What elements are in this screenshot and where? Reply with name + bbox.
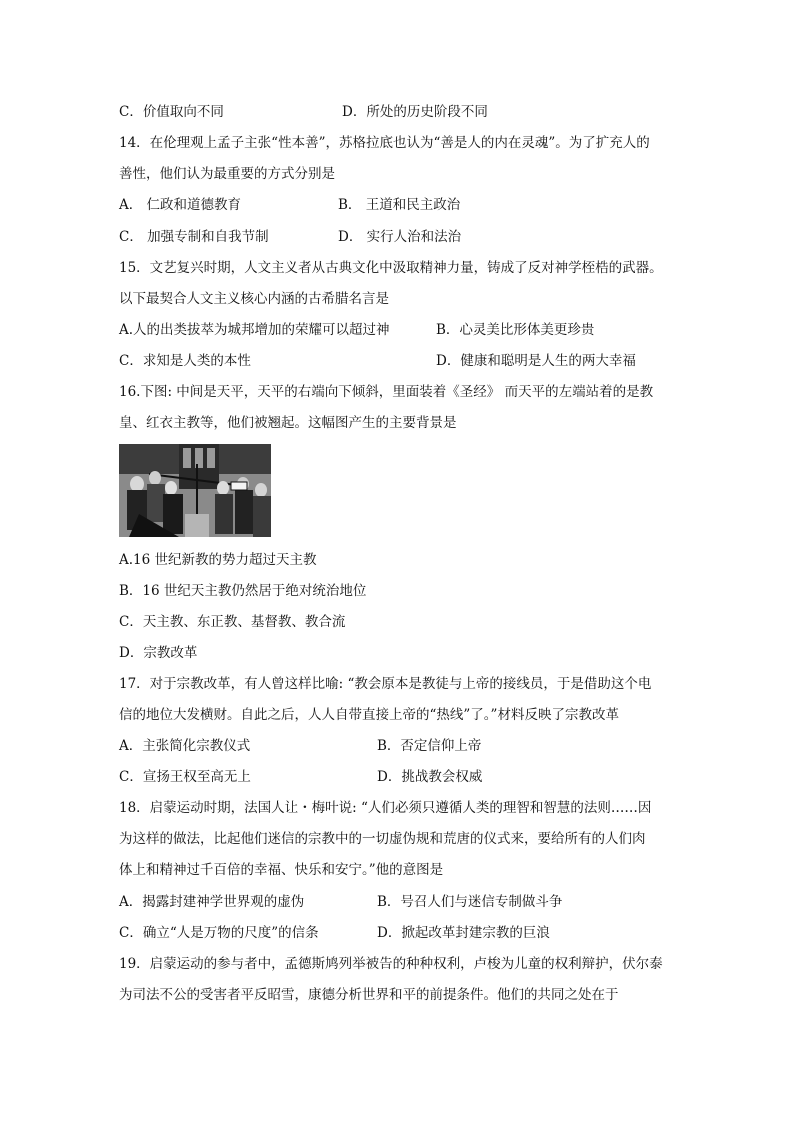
q19-stem-line1: 19．启蒙运动的参与者中，孟德斯鸠列举被告的种种权利，卢梭为儿童的权利辩护，伏尔泰 [119,956,663,972]
q15-option-a: A.人的出类拔萃为城邦增加的荣耀可以超过神 [119,322,390,338]
q18-option-c: C．确立“人是万物的尺度”的信条 [119,925,319,941]
q14-option-b: B． 王道和民主政治 [338,197,461,213]
q16-option-a: A.16 世纪新教的势力超过天主教 [119,552,317,568]
q17-stem-line1: 17．对于宗教改革，有人曾这样比喻: “教会原本是教徒与上帝的接线员，于是借助这个电 [119,676,652,692]
q15-stem-line2: 以下最契合人文主义核心内涵的古希腊名言是 [119,291,389,307]
q16-option-c: C．天主教、东正教、基督教、教合流 [119,614,346,630]
q17-option-a: A．主张简化宗教仪式 [119,738,251,754]
q14-stem-line2: 善性，他们认为最重要的方式分别是 [119,166,335,182]
q18-stem-line2: 为这样的做法，比起他们迷信的宗教中的一切虚伪规和荒唐的仪式来，要给所有的人们肉 [119,831,646,847]
q14-option-c: C． 加强专制和自我节制 [119,229,269,245]
q14-stem-line1: 14．在伦理观上孟子主张“性本善”，苏格拉底也认为“善是人的内在灵魂”。为了扩充人的 [119,135,650,151]
q19-stem-line2: 为司法不公的受害者平反昭雪，康德分析世界和平的前提条件。他们的共同之处在于 [119,987,619,1003]
q14-option-a: A． 仁政和道德教育 [119,197,242,213]
q15-option-b: B．心灵美比形体美更珍贵 [436,322,595,338]
q13-option-d: D．所处的历史阶段不同 [342,104,488,120]
q17-option-b: B．否定信仰上帝 [377,738,482,754]
q16-option-b: B．16 世纪天主教仍然居于绝对统治地位 [119,583,367,599]
q18-stem-line1: 18．启蒙运动时期，法国人让・梅叶说: “人们必须只遵循人类的理智和智慧的法则……因 [119,800,652,816]
q16-option-d: D．宗教改革 [119,645,198,661]
q15-option-d: D．健康和聪明是人生的两大幸福 [436,353,636,369]
q17-stem-line2: 信的地位大发横财。自此之后，人人自带直接上帝的“热线”了。”材料反映了宗教改革 [119,707,619,723]
q13-option-c: C．价值取向不同 [119,104,224,120]
q17-option-d: D．挑战教会权威 [377,769,483,785]
engraving-illustration [119,444,271,537]
q15-option-c: C．求知是人类的本性 [119,353,251,369]
q16-stem-line2: 皇、红衣主教等，他们被翘起。这幅图产生的主要背景是 [119,415,457,431]
q18-option-d: D．掀起改革封建宗教的巨浪 [377,925,550,941]
q16-stem-line1: 16.下图: 中间是天平，天平的右端向下倾斜，里面装着《圣经》 而天平的左端站着的是教 [119,384,654,400]
q18-option-a: A．揭露封建神学世界观的虚伪 [119,894,305,910]
q18-option-b: B．号召人们与迷信专制做斗争 [377,894,563,910]
q15-stem-line1: 15．文艺复兴时期，人文主义者从古典文化中汲取精神力量，铸成了反对神学桎梏的武器。 [119,260,663,276]
q18-stem-line3: 体上和精神过千百倍的幸福、快乐和安宁。”他的意图是 [119,862,444,878]
q14-option-d: D． 实行人治和法治 [338,229,462,245]
q17-option-c: C．宣扬王权至高无上 [119,769,251,785]
scale-engraving-image [119,444,271,537]
